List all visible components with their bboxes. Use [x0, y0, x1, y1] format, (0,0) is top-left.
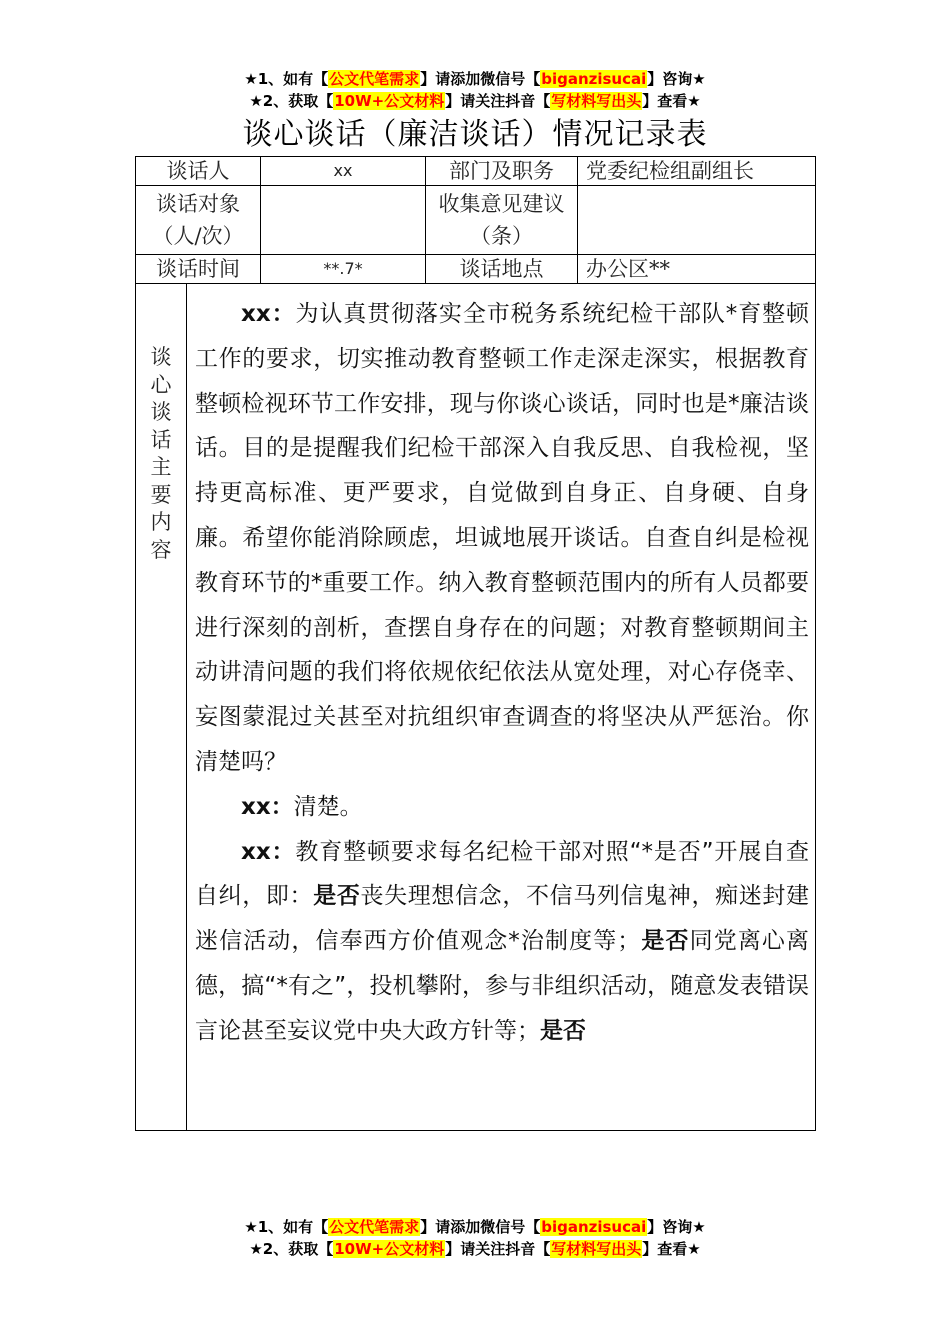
page-title: 谈心谈话（廉洁谈话）情况记录表: [242, 117, 708, 152]
dept-value: 党委纪检组副组长: [578, 157, 816, 186]
banner-line-2: ★2、获取【10W+公文材料】请关注抖音【写材料写出头】查看★: [249, 92, 701, 110]
opinion-label: 收集意见建议（条）: [426, 186, 578, 255]
highlight-materials: 10W+公文材料: [334, 92, 445, 110]
highlight-service: 公文代笔需求: [329, 70, 420, 88]
speaker-1: xx：: [241, 301, 296, 327]
content-paragraph-3: xx：教育整顿要求每名纪检干部对照“*是否”开展自查自纠，即：是否丧失理想信念，不信马列信鬼神，痴迷封建迷信活动，信奉西方价值观念*治制度等；是否同党离心离德，搞“*有之”，投机攀附，参与非组织活动，随意发表错误言论甚至妄议党中央大政方针等；是否: [195, 838, 810, 1044]
highlight-materials-bottom: 10W+公文材料: [334, 1240, 445, 1258]
row-content: [136, 284, 816, 1131]
row-object: [136, 186, 816, 255]
content-label-cell: [136, 284, 187, 1131]
record-table: [135, 156, 816, 1131]
highlight-douyin: 写材料写出头: [551, 92, 642, 110]
top-banner: [0, 68, 950, 112]
content-paragraph-2: xx：清楚。: [241, 793, 363, 820]
speaker-3: xx：: [241, 838, 296, 865]
row-time: [136, 255, 816, 284]
talker-label: 谈话人: [136, 157, 261, 186]
banner-line-1: ★1、如有【公文代笔需求】请添加微信号【biganzisucai】咨询★: [244, 70, 706, 88]
speaker-2: xx：: [241, 793, 294, 820]
highlight-wechat-id-bottom: biganzisucai: [541, 1218, 647, 1236]
content-label: 谈心谈话主要内容: [150, 345, 172, 562]
highlight-service-bottom: 公文代笔需求: [329, 1218, 420, 1236]
place-value: 办公区**: [578, 255, 816, 284]
content-cell: [187, 284, 816, 1131]
highlight-wechat-id: biganzisucai: [541, 70, 647, 88]
dept-label: 部门及职务: [426, 157, 578, 186]
time-value: **.7*: [261, 255, 426, 284]
time-label: 谈话时间: [136, 255, 261, 284]
banner-line-2-bottom: ★2、获取【10W+公文材料】请关注抖音【写材料写出头】查看★: [249, 1240, 701, 1258]
banner-line-1-bottom: ★1、如有【公文代笔需求】请添加微信号【biganzisucai】咨询★: [244, 1218, 706, 1236]
bottom-banner: [0, 1216, 950, 1260]
row-talker: [136, 157, 816, 186]
talker-value: xx: [261, 157, 426, 186]
content-paragraph-1: xx：为认真贯彻落实全市税务系统纪检干部队*育整顿工作的要求，切实推动教育整顿工作走深走深实，根据教育整顿检视环节工作安排，现与你谈心谈话，同时也是*廉洁谈话。目的是提醒我们纪检干部深入自我反思、自我检视，坚持更高标准、更严要求，自觉做到自身正、自身硬、自身廉。希望你能消除顾虑，坦诚地展开谈话。自查自纠是检视教育环节的*重要工作。纳入教育整顿范围内的所有人员都要进行深刻的剖析，查摆自身存在的问题；对教育整顿期间主动讲清问题的我们将依规依纪依法从宽处理，对心存侥幸、妄图蒙混过关甚至对抗组织审查调查的将坚决从严惩治。你清楚吗？: [195, 301, 810, 775]
opinion-value: [578, 186, 816, 255]
object-label: 谈话对象（人/次）: [136, 186, 261, 255]
highlight-douyin-bottom: 写材料写出头: [551, 1240, 642, 1258]
place-label: 谈话地点: [426, 255, 578, 284]
object-value: [261, 186, 426, 255]
